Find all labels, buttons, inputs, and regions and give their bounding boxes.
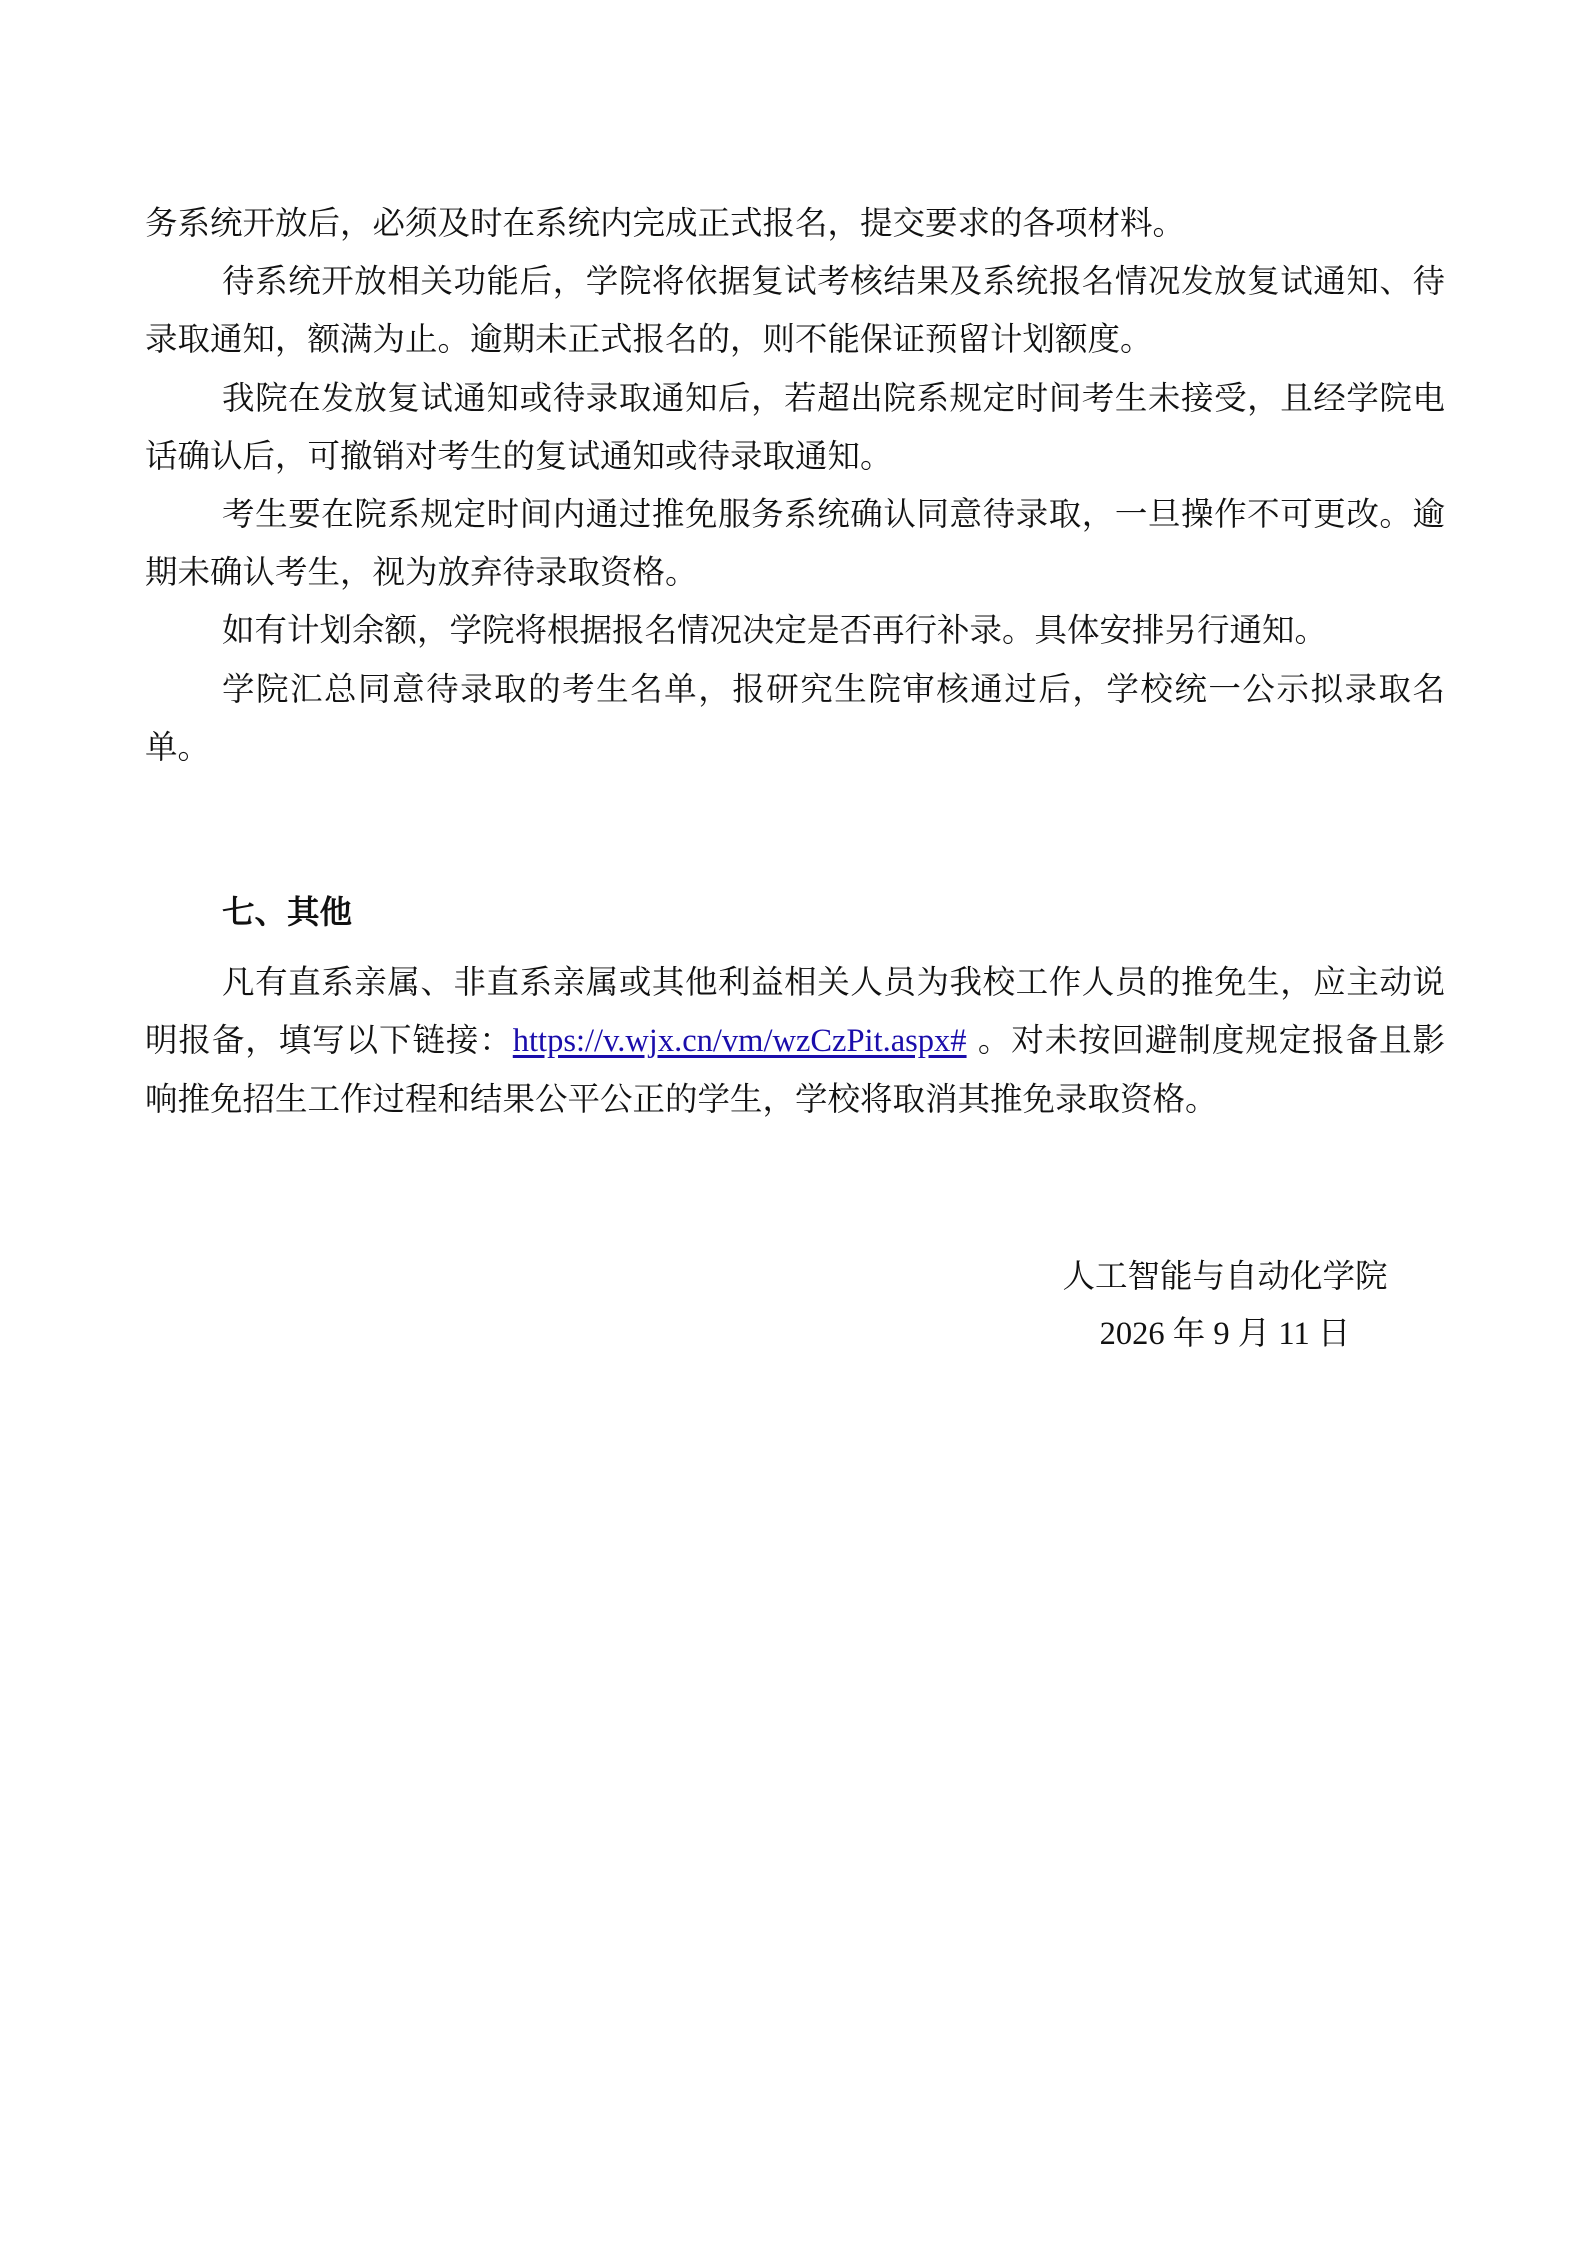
conflict-text-before-link: 凡有直系亲属、非直系亲属或其他利益相关人员为我校工作人员的推免生，应主动说明报备，填写以下链接： <box>145 963 1445 1060</box>
paragraph-confirmation: 考生要在院系规定时间内通过推免服务系统确认同意待录取，一旦操作不可更改。逾期未确认考生，视为放弃待录取资格。 <box>145 495 1445 592</box>
paragraph-conflict-of-interest <box>145 953 1445 1129</box>
paragraph-notice-revocation: 我院在发放复试通知或待录取通知后，若超出院系规定时间考生未接受，且经学院电话确认后，可撤销对考生的复试通知或待录取通知。 <box>145 378 1445 475</box>
document-body <box>145 194 1445 776</box>
registration-link[interactable]: https://v.wjx.cn/vm/wzCzPit.aspx# <box>512 1023 967 1060</box>
paragraph-supplementary-admission: 如有计划余额，学院将根据报名情况决定是否再行补录。具体安排另行通知。 <box>222 611 1328 650</box>
signature-org: 人工智能与自动化学院 <box>1062 1257 1388 1295</box>
paragraph-publicity: 学院汇总同意待录取的考生名单，报研究生院审核通过后，学校统一公示拟录取名单。 <box>145 669 1445 766</box>
paragraph-notice-issuance: 待系统开放相关功能后，学院将依据复试考核结果及系统报名情况发放复试通知、待录取通知，额满为止。逾期未正式报名的，则不能保证预留计划额度。 <box>145 262 1445 359</box>
section-heading-other: 七、其他 <box>222 892 353 931</box>
section-other-body <box>145 953 1445 1129</box>
signature-date: 2026 年 9 月 11 日 <box>1099 1316 1351 1352</box>
signature-block <box>1000 1247 1450 1363</box>
paragraph-continuation: 务系统开放后，必须及时在系统内完成正式报名，提交要求的各项材料。 <box>145 204 1186 242</box>
conflict-text-after-link: 。对未按回避制度规定报备且影响推免招生工作过程和结果公平公正的学生，学校将取消其推免录取资格。 <box>145 1021 1445 1119</box>
